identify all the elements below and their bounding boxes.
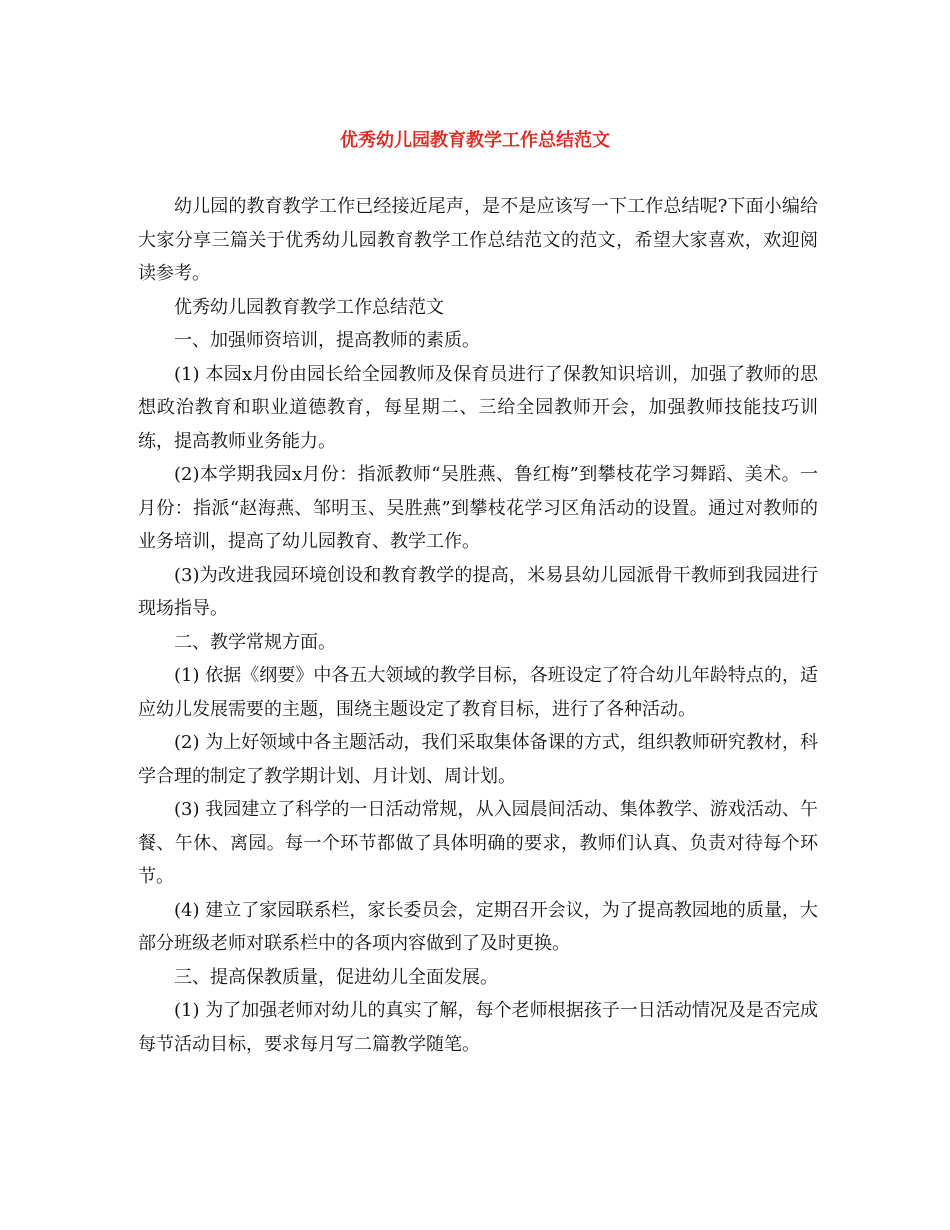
paragraph-2-2: (2) 为上好领域中各主题活动，我们采取集体备课的方式，组织教师研究教材，科学合理的制定了教学期计划、月计划、周计划。 <box>138 732 818 787</box>
paragraph-subtitle: 优秀幼儿园教育教学工作总结范文 <box>174 296 444 318</box>
section-heading-2: 二、教学常规方面。 <box>174 631 336 653</box>
document-body <box>138 190 818 1061</box>
paragraph-2-3: (3) 我园建立了科学的一日活动常规，从入园晨间活动、集体教学、游戏活动、午餐、午休、离园。每一个环节都做了具体明确的要求，教师们认真、负责对待每个环节。 <box>138 799 818 887</box>
paragraph-1-3: (3)为改进我园环境创设和教育教学的提高，米易县幼儿园派骨干教师到我园进行现场指导。 <box>138 564 818 619</box>
document-title: 优秀幼儿园教育教学工作总结范文 <box>340 130 610 151</box>
paragraph-2-1: (1) 依据《纲要》中各五大领域的教学目标，各班设定了符合幼儿年龄特点的，适应幼儿发展需要的主题，围绕主题设定了教育目标，进行了各种活动。 <box>138 665 818 720</box>
paragraph-1-1: (1) 本园x月份由园长给全园教师及保育员进行了保教知识培训，加强了教师的思想政治教育和职业道德教育，每星期二、三给全园教师开会，加强教师技能技巧训练，提高教师业务能力。 <box>138 363 818 452</box>
paragraph-3-1: (1) 为了加强老师对幼儿的真实了解，每个老师根据孩子一日活动情况及是否完成每节活动目标，要求每月写二篇教学随笔。 <box>138 1000 818 1055</box>
paragraph-intro: 幼儿园的教育教学工作已经接近尾声，是不是应该写一下工作总结呢?下面小编给大家分享三篇关于优秀幼儿园教育教学工作总结范文的范文，希望大家喜欢，欢迎阅读参考。 <box>138 196 818 284</box>
paragraph-1-2: (2)本学期我园x月份：指派教师“吴胜燕、鲁红梅”到攀枝花学习舞蹈、美术。一月份：指派“赵海燕、邹明玉、吴胜燕”到攀枝花学习区角活动的设置。通过对教师的业务培训，提高了幼儿园教育、教学工作。 <box>138 464 818 552</box>
paragraph-2-4: (4) 建立了家园联系栏，家长委员会，定期召开会议，为了提高教园地的质量，大部分班级老师对联系栏中的各项内容做到了及时更换。 <box>138 899 818 954</box>
section-heading-1: 一、加强师资培训，提高教师的素质。 <box>174 330 480 351</box>
section-heading-3: 三、提高保教质量，促进幼儿全面发展。 <box>174 966 498 988</box>
